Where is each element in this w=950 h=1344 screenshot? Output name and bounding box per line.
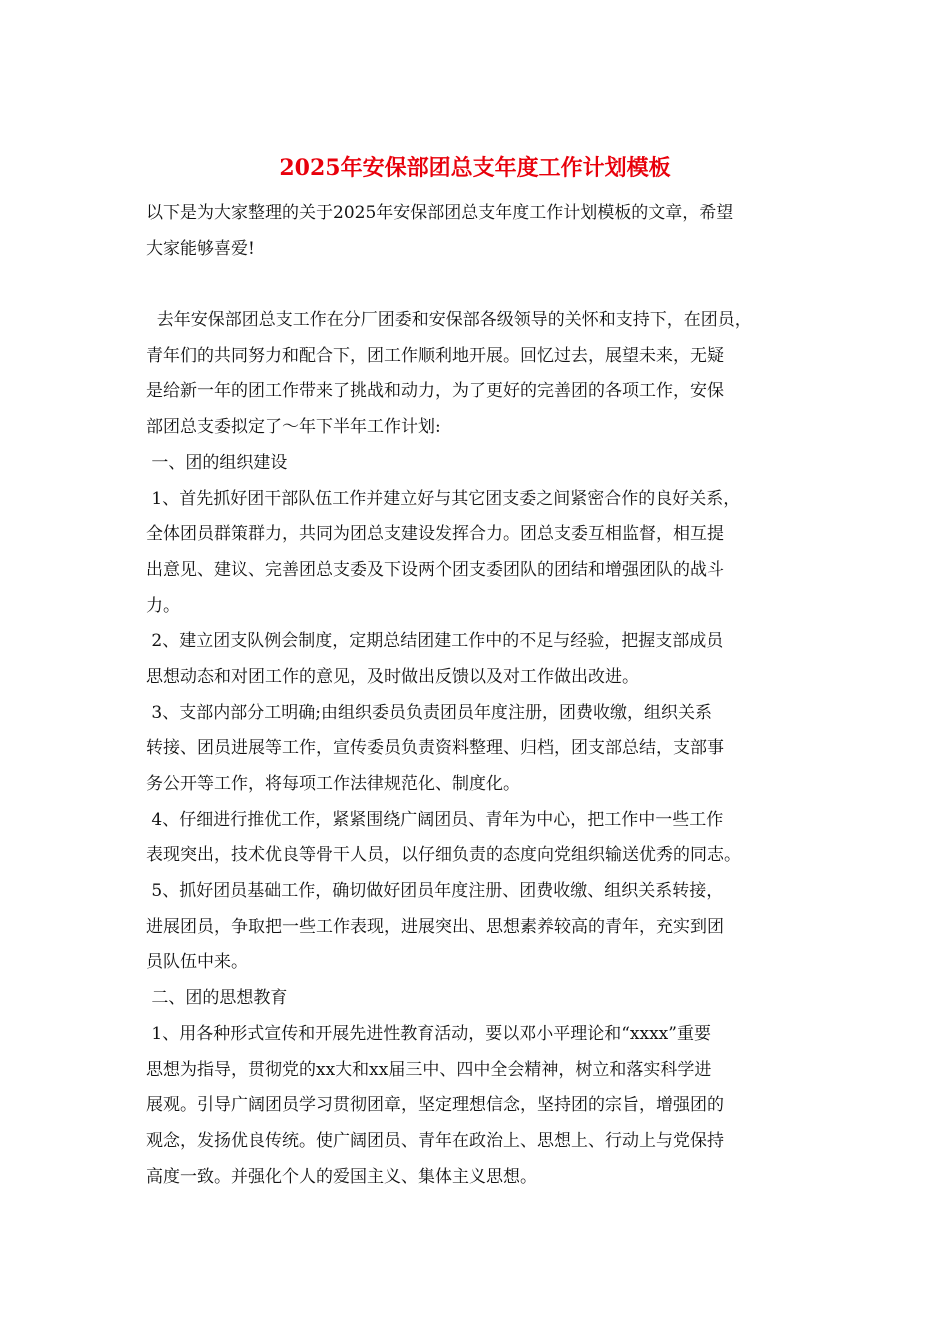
blank-line — [146, 267, 826, 303]
paragraph-line: 去年安保部团总支工作在分厂团委和安保部各级领导的关怀和支持下，在团员， — [146, 310, 752, 331]
paragraph-line: 观念，发扬优良传统。使广阔团员、青年在政治上、思想上、行动上与党保持 — [146, 1130, 724, 1151]
paragraph-line: 思想动态和对团工作的意见，及时做出反馈以及对工作做出改进。 — [146, 666, 639, 687]
paragraph-line: 4、仔细进行推优工作，紧紧围绕广阔团员、青年为中心，把工作中一些工作 — [146, 809, 724, 830]
paragraph-line: 出意见、建议、完善团总支委及下设两个团支委团队的团结和增强团队的战斗 — [146, 559, 724, 580]
paragraph-line: 是给新一年的团工作带来了挑战和动力，为了更好的完善团的各项工作，安保 — [146, 381, 724, 402]
document-title: 2025年安保部团总支年度工作计划模板 — [279, 155, 671, 181]
paragraph-line: 1、用各种形式宣传和开展先进性教育活动，要以邓小平理论和“xxxx”重要 — [146, 1023, 711, 1044]
paragraph-line: 务公开等工作，将每项工作法律规范化、制度化。 — [146, 774, 520, 794]
intro-line-1: 以下是为大家整理的关于2025年安保部团总支年度工作计划模板的文章，希望 — [146, 203, 734, 223]
paragraph-line: 员队伍中来。 — [146, 952, 248, 973]
paragraph-line: 3、支部内部分工明确;由组织委员负责团员年度注册，团费收缴，组织关系 — [146, 702, 712, 723]
paragraph-line: 力。 — [146, 595, 180, 616]
document-body — [146, 196, 826, 1195]
paragraph-line: 青年们的共同努力和配合下，团工作顺利地开展。回忆过去，展望未来，无疑 — [146, 345, 724, 366]
paragraph-line: 进展团员，争取把一些工作表现，进展突出、思想素养较高的青年，充实到团 — [146, 916, 724, 937]
paragraph-line: 5、抓好团员基础工作，确切做好团员年度注册、团费收缴、组织关系转接， — [146, 881, 724, 902]
paragraph-line: 全体团员群策群力，共同为团总支建设发挥合力。团总支委互相监督，相互提 — [146, 524, 724, 545]
paragraph-line: 思想为指导，贯彻党的xx大和xx届三中、四中全会精神，树立和落实科学进 — [146, 1059, 712, 1080]
paragraph-line: 高度一致。并强化个人的爱国主义、集体主义思想。 — [146, 1166, 537, 1187]
intro-line-2: 大家能够喜爱! — [146, 238, 255, 259]
paragraph-line: 1、首先抓好团干部队伍工作并建立好与其它团支委之间紧密合作的良好关系， — [146, 488, 741, 509]
paragraph-line: 转接、团员进展等工作，宣传委员负责资料整理、归档，团支部总结，支部事 — [146, 738, 724, 759]
paragraph-line: 表现突出，技术优良等骨干人员，以仔细负责的态度向党组织输送优秀的同志。 — [146, 845, 741, 866]
paragraph-line: 部团总支委拟定了～年下半年工作计划: — [146, 417, 441, 438]
section-heading: 一、团的组织建设 — [146, 452, 288, 473]
paragraph-line: 展观。引导广阔团员学习贯彻团章，坚定理想信念，坚持团的宗旨，增强团的 — [146, 1095, 724, 1116]
section-heading: 二、团的思想教育 — [146, 988, 288, 1009]
paragraph-line: 2、建立团支队例会制度，定期总结团建工作中的不足与经验，把握支部成员 — [146, 631, 724, 652]
